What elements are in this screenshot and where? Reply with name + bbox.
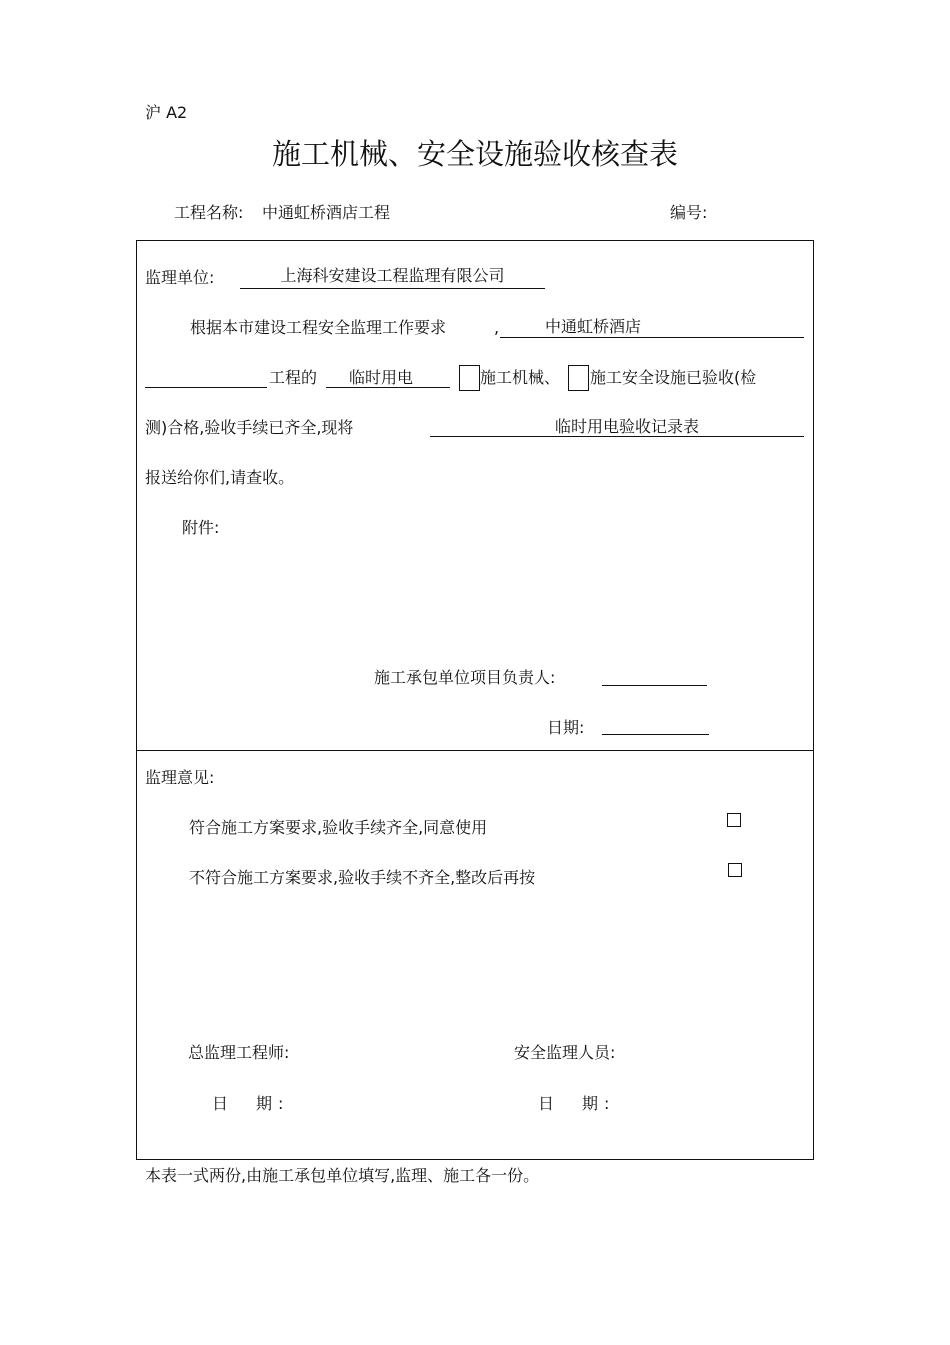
project-underline [500,337,804,338]
project-continued-underline [145,387,267,388]
contractor-label: 施工承包单位项目负责人: [374,668,556,687]
supervisor-unit-underline [240,288,545,289]
contractor-signature-line[interactable] [602,685,707,686]
form-code: 沪 A2 [145,103,188,122]
machinery-checkbox[interactable] [459,365,480,391]
requirement-text: 根据本市建设工程安全监理工作要求 [190,318,447,337]
approve-checkbox[interactable] [727,813,741,827]
attachment-label: 附件: [182,518,220,537]
chief-engineer-label: 总监理工程师: [188,1043,290,1062]
comma-text: , [494,318,500,337]
project-name-label: 工程名称: [174,203,244,222]
safety-supervisor-label: 安全监理人员: [514,1043,616,1062]
footer-note: 本表一式两份,由施工承包单位填写,监理、施工各一份。 [145,1166,540,1185]
form-number-label: 编号: [670,203,708,222]
qualified-text: 测)合格,验收手续已齐全,现将 [145,418,354,437]
reject-checkbox[interactable] [728,863,742,877]
supervisor-unit-label: 监理单位: [145,268,215,287]
facility-option-label: 施工安全设施已验收(检 [590,368,757,387]
opinion-label: 监理意见: [145,768,215,787]
facility-checkbox[interactable] [568,365,589,391]
safety-date-label: 日 期: [538,1094,616,1113]
project-name-value: 中通虹桥酒店工程 [262,203,391,222]
section-divider [136,750,814,751]
page-title: 施工机械、安全设施验收核查表 [271,137,678,171]
date-line[interactable] [602,734,709,735]
project-suffix-text: 工程的 [269,368,318,387]
project-value[interactable]: 中通虹桥酒店 [544,317,641,336]
reject-option-text: 不符合施工方案要求,验收手续不齐全,整改后再按 [189,868,536,887]
date-label: 日期: [547,718,585,737]
machinery-option-label: 施工机械、 [480,368,561,387]
approve-option-text: 符合施工方案要求,验收手续齐全,同意使用 [189,818,488,837]
chief-date-label: 日 期: [212,1094,290,1113]
item-value[interactable]: 临时用电 [348,368,413,387]
submit-text: 报送给你们,请查收。 [145,468,295,487]
record-value[interactable]: 临时用电验收记录表 [554,417,699,436]
supervisor-unit-value[interactable]: 上海科安建设工程监理有限公司 [280,266,505,285]
